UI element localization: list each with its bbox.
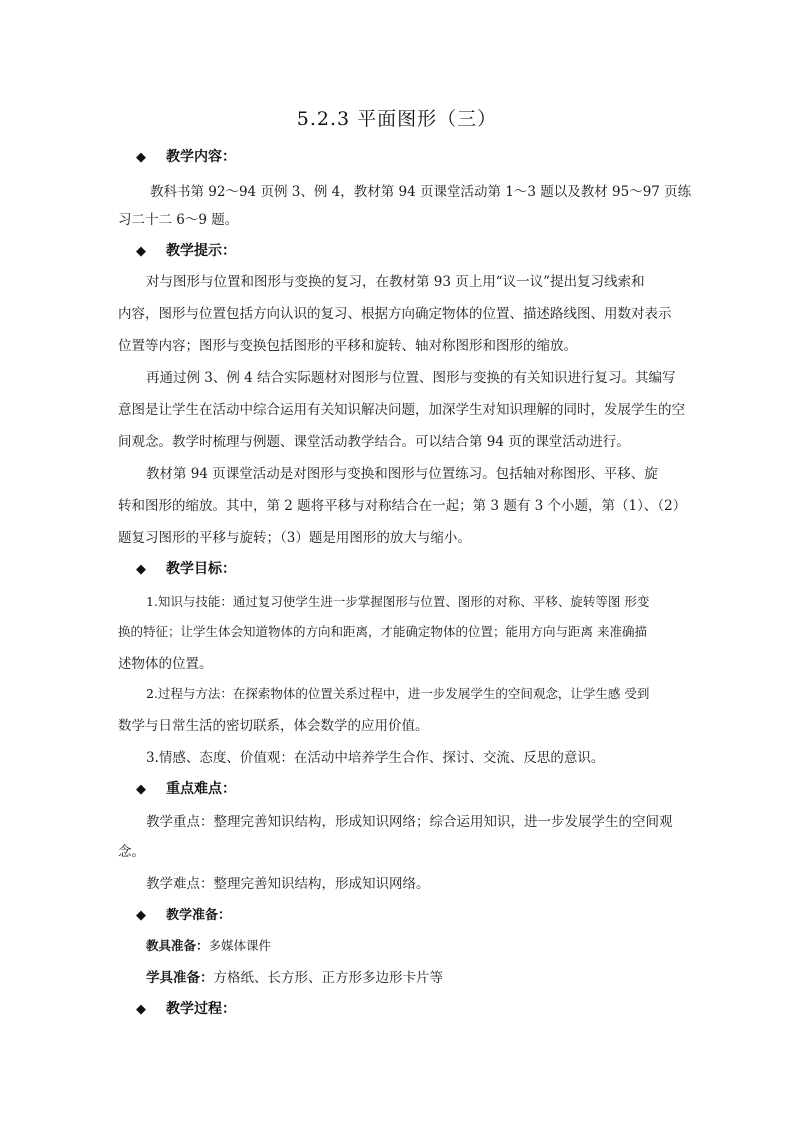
hints-line-3: 位置等内容；图形与变换包括图形的平移和旋转、轴对称图形和图形的缩放。 xyxy=(118,338,577,354)
teacher-preparation xyxy=(146,936,271,954)
page-title: 5.2.3 平面图形（三） xyxy=(296,108,498,130)
diamond-bullet-icon: ◆ xyxy=(136,1002,146,1017)
hints-line-7: 教材第 94 页课堂活动是对图形与变换和图形与位置练习。包括轴对称图形、平移、旋 xyxy=(146,466,658,482)
goals-line-1: 1.知识与技能：通过复习使学生进一步掌握图形与位置、图形的对称、平移、旋转等图 形变 xyxy=(146,594,650,609)
content-line-2: 习二十二 6～9 题。 xyxy=(118,212,239,228)
hints-line-2: 内容，图形与位置包括方向认识的复习、根据方向确定物体的位置、描述路线图、用数对表示 xyxy=(118,306,672,322)
section-heading-process: ◆ 教学过程： xyxy=(136,1001,236,1017)
diamond-bullet-icon: ◆ xyxy=(136,244,146,259)
goals-line-2: 换的特征；让学生体会知道物体的方向和距离，才能确定物体的位置；能用方向与距离 来准确描 xyxy=(118,624,647,639)
section-heading-goals: ◆ 教学目标： xyxy=(136,561,236,577)
key-points-line-3: 教学难点：整理完善知识结构，形成知识网络。 xyxy=(146,876,430,892)
goals-line-3: 述物体的位置。 xyxy=(118,656,213,672)
teacher-preparation-value: 多媒体课件 xyxy=(208,938,272,953)
hints-line-5: 意图是让学生在活动中综合运用有关知识解决问题，加深学生对知识理解的同时，发展学生的空 xyxy=(118,402,685,418)
student-preparation-value: 方格纸、长方形、正方形多边形卡片等 xyxy=(213,970,443,986)
teacher-preparation-label: 教具准备： xyxy=(146,938,209,953)
section-heading-preparation: ◆ 教学准备： xyxy=(136,908,232,923)
hints-line-1: 对与图形与位置和图形与变换的复习，在教材第 93 页上用“议一议”提出复习线索和 xyxy=(146,274,645,290)
section-heading-key-points: ◆ 重点难点： xyxy=(136,781,236,797)
goals-line-5: 数学与日常生活的密切联系，体会数学的应用价值。 xyxy=(118,718,429,734)
goals-line-4: 2.过程与方法：在探索物体的位置关系过程中，进一步发展学生的空间观念，让学生感 受到 xyxy=(146,686,650,701)
student-preparation-label: 学具准备： xyxy=(146,970,214,986)
hints-line-8: 转和图形的缩放。其中，第 2 题将平移与对称结合在一起；第 3 题有 3 个小题，第（1）、（2） xyxy=(118,498,687,514)
section-heading-content: ◆ 教学内容： xyxy=(136,149,236,165)
hints-line-4: 再通过例 3、例 4 结合实际题材对图形与位置、图形与变换的有关知识进行复习。其编写 xyxy=(146,370,676,386)
goals-line-6: 3.情感、态度、价值观：在活动中培养学生合作、探讨、交流、反思的意识。 xyxy=(146,750,605,766)
hints-line-9: 题复习图形的平移与旋转；（3）题是用图形的放大与缩小。 xyxy=(118,530,471,546)
key-points-line-1: 教学重点：整理完善知识结构，形成知识网络；综合运用知识，进一步发展学生的空间观 xyxy=(146,814,673,830)
hints-line-6: 间观念。教学时梳理与例题、课堂活动教学结合。可以结合第 94 页的课堂活动进行。 xyxy=(118,434,630,450)
section-heading-hints: ◆ 教学提示： xyxy=(136,243,236,259)
student-preparation xyxy=(146,966,443,986)
diamond-bullet-icon: ◆ xyxy=(136,562,146,577)
diamond-bullet-icon: ◆ xyxy=(136,150,146,165)
diamond-bullet-icon: ◆ xyxy=(136,782,146,797)
content-line-1: 教科书第 92～94 页例 3、例 4，教材第 94 页课堂活动第 1～3 题以及教材 95～97 页练 xyxy=(150,184,692,200)
diamond-bullet-icon: ◆ xyxy=(136,908,146,923)
key-points-line-2: 念。 xyxy=(118,844,145,860)
